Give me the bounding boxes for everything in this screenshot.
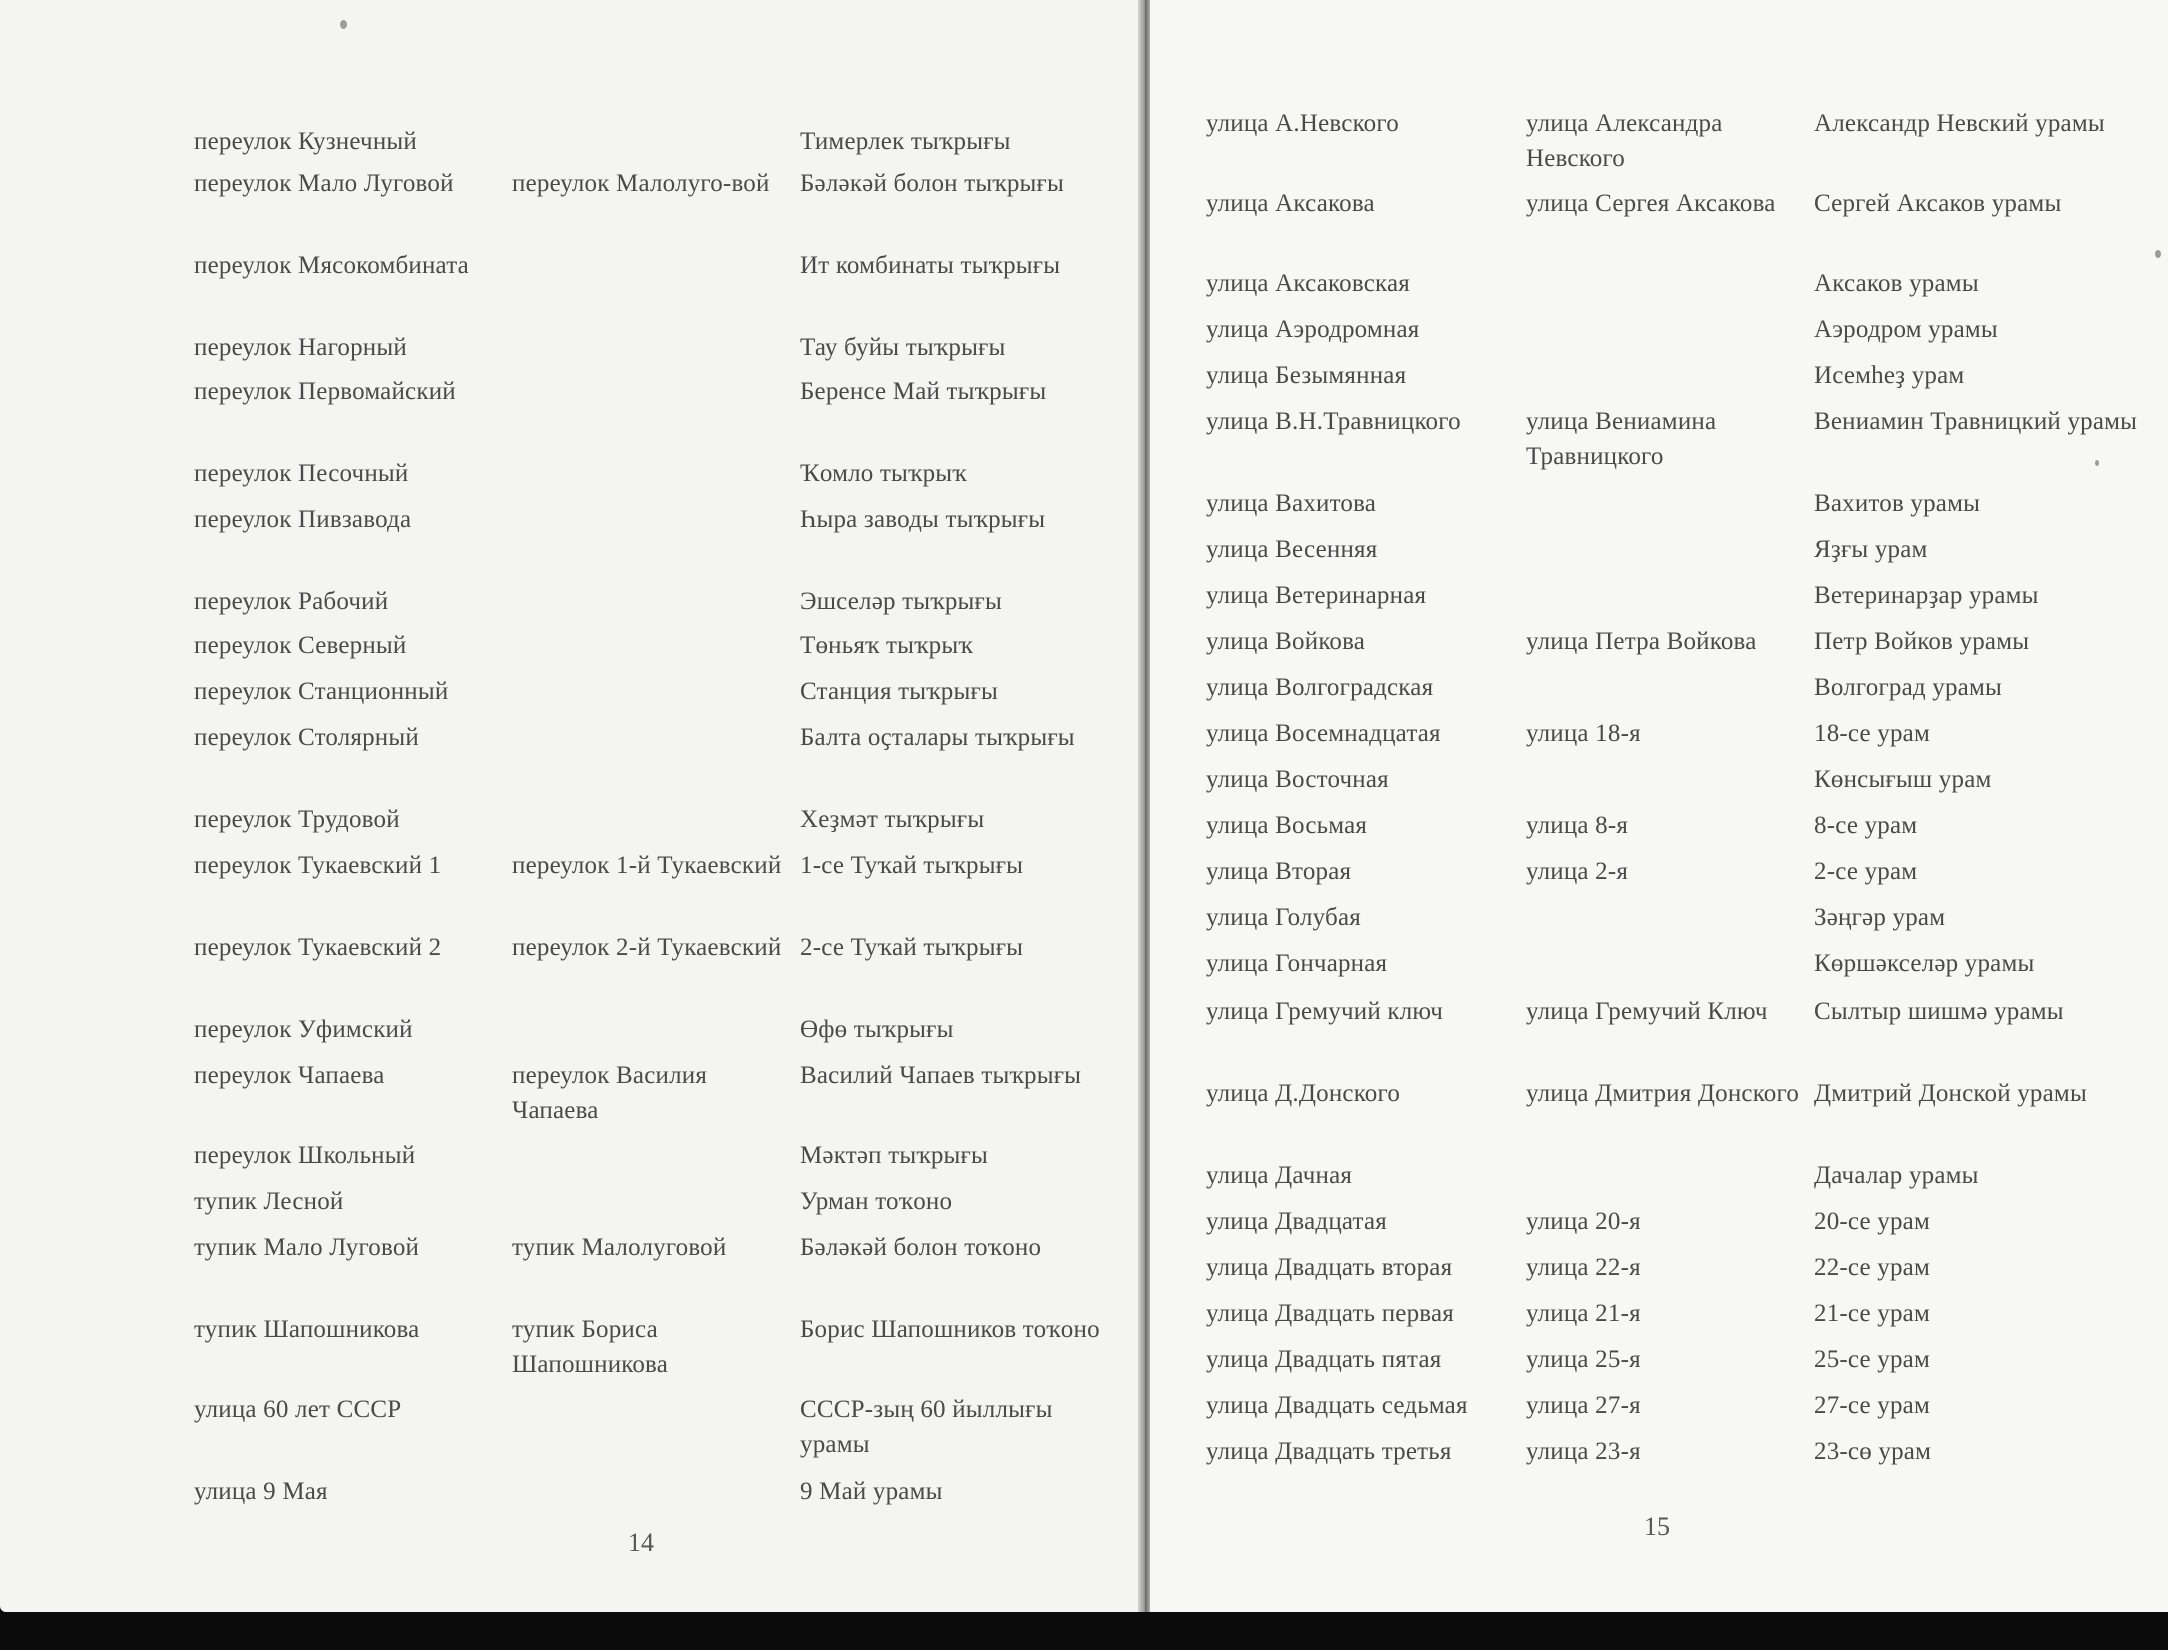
new-name: улица Петра Войкова [1526, 628, 1757, 655]
table-row [0, 374, 1140, 448]
bashkir-name: 8-се урам [1814, 812, 1918, 839]
bashkir-name: Бәләкәй болон тоҡоно [800, 1234, 1042, 1261]
new-name: улица 20-я [1526, 1208, 1641, 1235]
old-name: улица Безымянная [1206, 362, 1407, 389]
new-name: улица 22-я [1526, 1254, 1641, 1281]
table-row [1150, 1434, 2168, 1508]
bashkir-name: Яҙғы урам [1814, 536, 1928, 563]
paper-speck [340, 20, 347, 29]
bashkir-name: Тау буйы тыҡрығы [800, 334, 1006, 361]
page-number: 14 [628, 1528, 654, 1557]
old-name: переулок Столярный [194, 724, 419, 751]
new-name: переулок Василия Чапаева [512, 1062, 708, 1124]
bashkir-name: Мәктәп тыҡрығы [800, 1142, 988, 1169]
bashkir-name: Дачалар урамы [1814, 1162, 1979, 1189]
old-name: переулок Песочный [194, 460, 409, 487]
old-name: улица Войкова [1206, 628, 1366, 655]
bashkir-name: Өфө тыҡрығы [800, 1016, 954, 1043]
old-name: переулок Трудовой [194, 806, 400, 833]
new-name: улица 2-я [1526, 858, 1629, 885]
old-name: улица Волгоградская [1206, 674, 1434, 701]
old-name: улица Восточная [1206, 766, 1389, 793]
table-row [1150, 106, 2168, 180]
bashkir-name: Бәләкәй болон тыҡрығы [800, 170, 1064, 197]
old-name: улица Двадцать первая [1206, 1300, 1454, 1327]
old-name: переулок Кузнечный [194, 128, 417, 155]
bashkir-name: Вахитов урамы [1814, 490, 1981, 517]
old-name: переулок Мясокомбината [194, 252, 469, 279]
old-name: улица Двадцать пятая [1206, 1346, 1442, 1373]
page-number: 15 [1644, 1512, 1670, 1541]
table-row [1150, 994, 2168, 1068]
old-name: улица Голубая [1206, 904, 1361, 931]
old-name: переулок Чапаева [194, 1062, 385, 1089]
new-name: улица 27-я [1526, 1392, 1641, 1419]
old-name: переулок Северный [194, 632, 407, 659]
new-name: улица 8-я [1526, 812, 1629, 839]
old-name: улица А.Невского [1206, 110, 1399, 137]
bashkir-name: Вениамин Травницкий урамы [1814, 408, 2138, 435]
bashkir-name: Урман тоҡоно [800, 1188, 953, 1215]
bashkir-name: Ҡомло тыҡрыҡ [800, 460, 967, 487]
old-name: переулок Уфимский [194, 1016, 413, 1043]
table-row [1150, 1076, 2168, 1150]
old-name: переулок Станционный [194, 678, 449, 705]
bashkir-name: Петр Войков урамы [1814, 628, 2030, 655]
new-name: улица 23-я [1526, 1438, 1641, 1465]
new-name: улица 25-я [1526, 1346, 1641, 1373]
old-name: улица Аэродромная [1206, 316, 1420, 343]
old-name: улица 9 Мая [194, 1478, 328, 1505]
old-name: переулок Пивзавода [194, 506, 412, 533]
bashkir-name: 1-се Туҡай тыҡрығы [800, 852, 1024, 879]
old-name: переулок Мало Луговой [194, 170, 454, 197]
old-name: улица В.Н.Травницкого [1206, 408, 1461, 435]
new-name: улица Дмитрия Донского [1526, 1080, 1800, 1107]
bashkir-name: Аксаков урамы [1814, 270, 1979, 297]
bashkir-name: 2-се Туҡай тыҡрығы [800, 934, 1024, 961]
bashkir-name: Көнсығыш урам [1814, 766, 1992, 793]
bashkir-name: Станция тыҡрығы [800, 678, 998, 705]
table-row [0, 720, 1140, 794]
bashkir-name: 9 Май урамы [800, 1478, 943, 1505]
bashkir-name: Борис Шапошников тоҡоно [800, 1316, 1100, 1343]
new-name: переулок 2-й Тукаевский [512, 934, 782, 961]
table-row [0, 1058, 1140, 1132]
table-row [0, 930, 1140, 1004]
bashkir-name: Василий Чапаев тыҡрығы [800, 1062, 1082, 1089]
old-name: улица Гремучий ключ [1206, 998, 1444, 1025]
old-name: тупик Шапошникова [194, 1316, 420, 1343]
bashkir-name: Сергей Аксаков урамы [1814, 190, 2062, 217]
old-name: улица Д.Донского [1206, 1080, 1401, 1107]
bashkir-name: 2-се урам [1814, 858, 1918, 885]
old-name: улица 60 лет СССР [194, 1396, 402, 1423]
bashkir-name: 18-се урам [1814, 720, 1930, 747]
old-name: улица Двадцать третья [1206, 1438, 1452, 1465]
bashkir-name: 27-се урам [1814, 1392, 1930, 1419]
old-name: переулок Тукаевский 1 [194, 852, 442, 879]
old-name: переулок Рабочий [194, 588, 389, 615]
bashkir-name: Хеҙмәт тыҡрығы [800, 806, 985, 833]
old-name: тупик Мало Луговой [194, 1234, 420, 1261]
bashkir-name: Көршәкселәр урамы [1814, 950, 2035, 977]
table-row [0, 166, 1140, 240]
bashkir-name: Балта оҫталары тыҡрығы [800, 724, 1075, 751]
bashkir-name: 22-се урам [1814, 1254, 1930, 1281]
bashkir-name: 20-се урам [1814, 1208, 1930, 1235]
table-row [1150, 186, 2168, 260]
new-name: улица 18-я [1526, 720, 1641, 747]
old-name: переулок Первомайский [194, 378, 456, 405]
table-row [0, 848, 1140, 922]
old-name: улица Двадцать вторая [1206, 1254, 1453, 1281]
bashkir-name: Волгоград урамы [1814, 674, 2002, 701]
bashkir-name: Һыра заводы тыҡрығы [800, 506, 1046, 533]
bashkir-name: Беренсе Май тыҡрығы [800, 378, 1047, 405]
bashkir-name: Аэродром урамы [1814, 316, 1998, 343]
bashkir-name: Ит комбинаты тыҡрығы [800, 252, 1061, 279]
bashkir-name: Тимерлек тыҡрығы [800, 128, 1011, 155]
bashkir-name: 23-сө урам [1814, 1438, 1932, 1465]
new-name: тупик Малолуговой [512, 1234, 727, 1261]
right-page [1150, 0, 2168, 1612]
old-name: улица Двадцатая [1206, 1208, 1387, 1235]
table-row [0, 1392, 1140, 1466]
table-row [0, 1230, 1140, 1304]
table-row [0, 1312, 1140, 1386]
bashkir-name: Александр Невский урамы [1814, 110, 2105, 137]
old-name: улица Аксакова [1206, 190, 1375, 217]
table-row [0, 248, 1140, 322]
old-name: улица Вторая [1206, 858, 1352, 885]
old-name: улица Весенняя [1206, 536, 1378, 563]
table-row [1150, 404, 2168, 478]
bashkir-name: Исемһеҙ урам [1814, 362, 1965, 389]
new-name: улица Гремучий Ключ [1526, 998, 1768, 1025]
bashkir-name: Сылтыр шишмә урамы [1814, 998, 2064, 1025]
bashkir-name: Зәңгәр урам [1814, 904, 1946, 931]
bashkir-name: 21-се урам [1814, 1300, 1930, 1327]
old-name: улица Восемнадцатая [1206, 720, 1441, 747]
new-name: улица 21-я [1526, 1300, 1641, 1327]
old-name: улица Дачная [1206, 1162, 1353, 1189]
old-name: переулок Нагорный [194, 334, 407, 361]
bashkir-name: 25-се урам [1814, 1346, 1930, 1373]
bashkir-name: Ветеринарҙар урамы [1814, 582, 2039, 609]
old-name: тупик Лесной [194, 1188, 344, 1215]
old-name: переулок Тукаевский 2 [194, 934, 442, 961]
old-name: переулок Школьный [194, 1142, 416, 1169]
new-name: улица Сергея Аксакова [1526, 190, 1776, 217]
new-name: улица Вениамина Травницкого [1526, 408, 1717, 470]
old-name: улица Гончарная [1206, 950, 1388, 977]
bashkir-name: Эшселәр тыҡрығы [800, 588, 1002, 615]
new-name: переулок Малолуго-вой [512, 170, 770, 197]
old-name: улица Аксаковская [1206, 270, 1410, 297]
old-name: улица Двадцать седьмая [1206, 1392, 1468, 1419]
bashkir-name: СССР-зың 60 йыллығы урамы [800, 1396, 1053, 1458]
bashkir-name: Төньяҡ тыҡрыҡ [800, 632, 973, 659]
table-row [0, 502, 1140, 576]
table-row [0, 1474, 1140, 1548]
new-name: переулок 1-й Тукаевский [512, 852, 782, 879]
old-name: улица Ветеринарная [1206, 582, 1427, 609]
bashkir-name: Дмитрий Донской урамы [1814, 1080, 2087, 1107]
new-name: улица Александра Невского [1526, 110, 1723, 172]
new-name: тупик Бориса Шапошникова [512, 1316, 669, 1378]
old-name: улица Восьмая [1206, 812, 1368, 839]
old-name: улица Вахитова [1206, 490, 1377, 517]
